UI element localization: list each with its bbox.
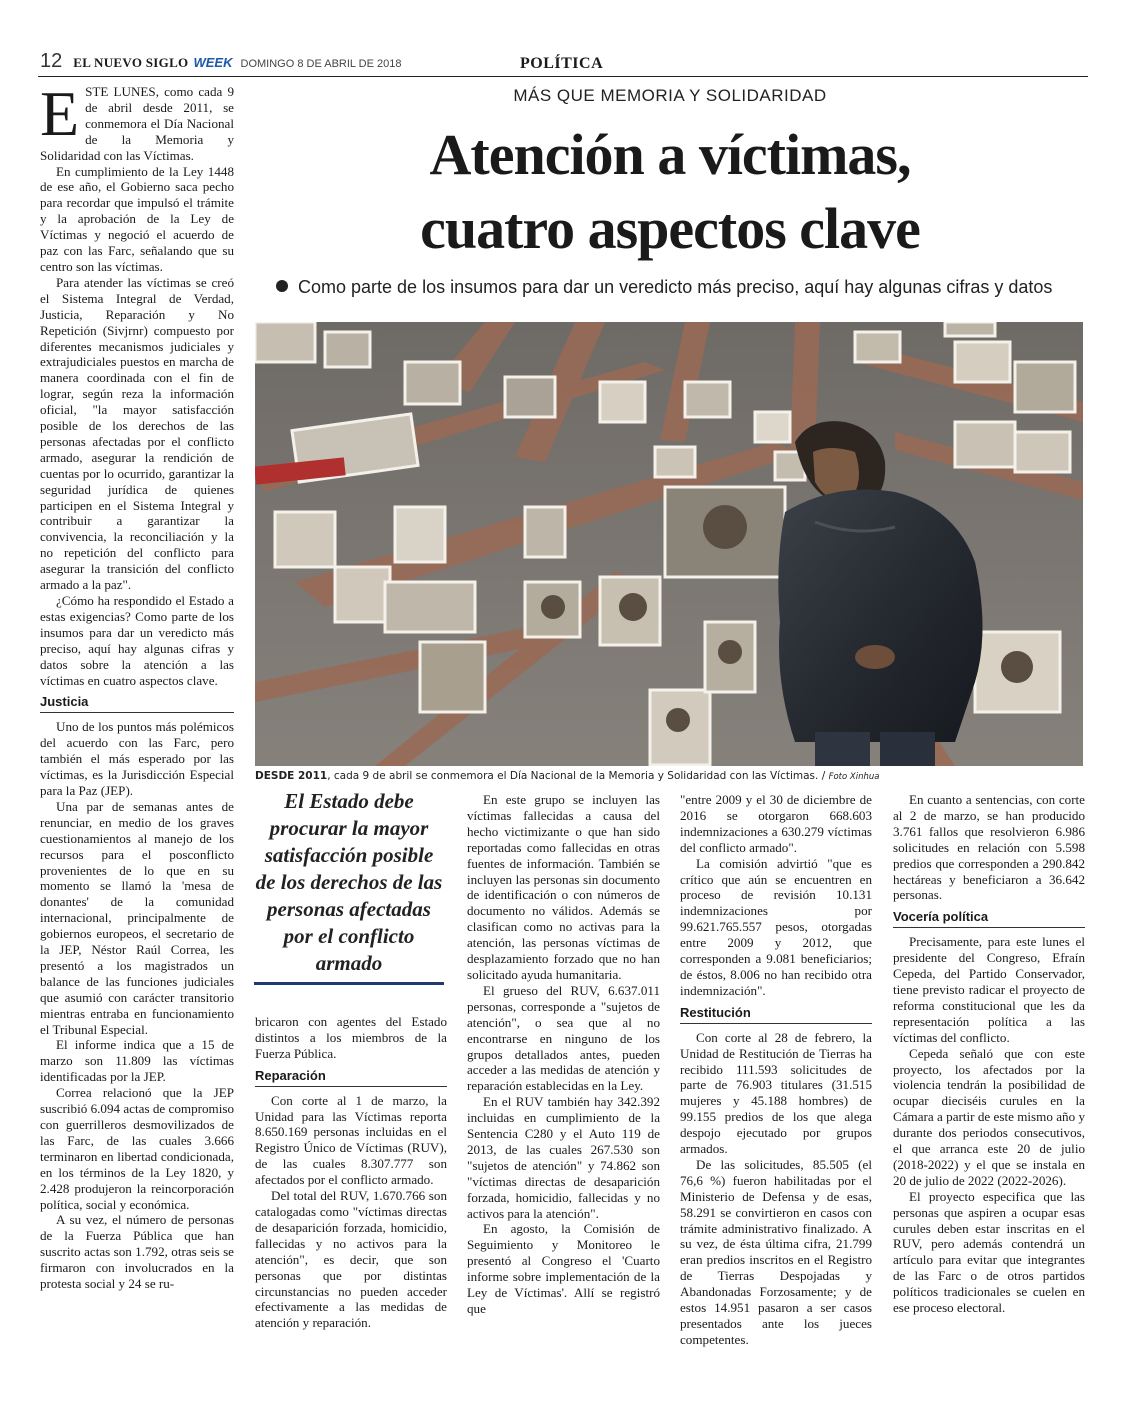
article-column-2 xyxy=(255,1014,447,1331)
paragraph: La comisión advirtió "que es crítico que aún se encuentren en proceso de revisión 10.131 indemnizaciones por 99.621.765.557 pesos, otorgadas entre 2009 y 2012, que corresponden a 9.081 beneficiarios; de éstos, 8.006 no han recibido otra indemnización". xyxy=(680,855,872,998)
subhead-voceria-politica: Vocería política xyxy=(893,909,1085,928)
paragraph: El informe indica que a 15 de marzo son 11.809 las víctimas identificadas por la JEP. xyxy=(40,1037,234,1085)
paragraph: El grueso del RUV, 6.637.011 personas, corresponde a "sujetos de atención", o sea que al no encontrarse en ninguno de los grupos detallados antes, pueden acceder a las medidas de atención y reparación establecidas en la Ley. xyxy=(467,982,660,1094)
paragraph: Cepeda señaló que con este proyecto, los afectados por la violencia tendrán la posibilidad de ocupar dieciséis curules en la Cámara a partir de este mismo año y durante dos periodos consecutivos, el que arranca este 20 de julio (2018-2022) y el que se instala en 20 de julio de 2022 (2022-2026). xyxy=(893,1045,1085,1188)
newspaper-week-label: WEEK xyxy=(193,55,233,70)
paragraph: En cumplimiento de la Ley 1448 de ese año, el Gobierno saca pecho para recordar que impulsó el trámite y la aprobación de la Ley de Víctimas y negoció el acuerdo de paz con las Farc, señalando que su centro son las víctimas. xyxy=(40,163,234,274)
paragraph: El proyecto especifica que las personas que aspiren a ocupar esas curules deben estar inscritas en el RUV, pero además contendrá un artículo para evitar que integrantes de las Farc o de otros partidos políticos tradicionales se cuelen en ese proceso electoral. xyxy=(893,1188,1085,1316)
photo-caption: DESDE 2011, cada 9 de abril se conmemora el Día Nacional de la Memoria y Solidaridad con las Víctimas. / Foto Xinhua xyxy=(255,770,880,782)
headline-line-1: Atención a víctimas, xyxy=(429,122,911,187)
article-column-3 xyxy=(467,792,660,1317)
pull-quote: El Estado debe procurar la mayor satisfacción posible de los derechos de las personas afectadas por el conflicto armado xyxy=(255,789,443,975)
paragraph: A su vez, el número de personas de la Fuerza Pública que han suscrito actas son 1.792, otras seis se firmaron con involucrados en la protesta social y 24 se ru- xyxy=(40,1212,234,1292)
kicker: MÁS QUE MEMORIA Y SOLIDARIDAD xyxy=(513,86,827,105)
photo-credit: Foto Xinhua xyxy=(828,772,880,782)
article-column-5 xyxy=(893,792,1085,1316)
paragraph: Precisamente, para este lunes el presidente del Congreso, Efraín Cepeda, del Partido Conservador, tiene previsto radicar el proyecto de reforma constitucional que les da representación política a las víctimas del conflicto. xyxy=(893,934,1085,1045)
header-divider xyxy=(38,76,1088,77)
paragraph: Para atender las víctimas se creó el Sistema Integral de Verdad, Justicia, Reparación y No Repetición (Sivjrnr) compuesto por diferentes mecanismos judiciales y extrajudiciales puestos en marcha de manera coordinada con el fin de lograr, según reza la información oficial, "la mayor satisfacción posible de los derechos de las personas afectadas por el conflicto armado, asegurar la rendición de cuentas por lo ocurrido, garantizar la seguridad jurídica de quienes participen en el Sistema Integral y contribuir a garantizar la convivencia, la reconciliación y la no repetición del conflicto para asegurar la transición del conflicto armado a la paz". xyxy=(40,274,234,593)
page-folio xyxy=(40,50,401,73)
issue-date: DOMINGO 8 DE ABRIL DE 2018 xyxy=(240,58,402,70)
deck-text: Como parte de los insumos para dar un veredicto más preciso, aquí hay algunas cifras y datos xyxy=(298,277,1053,297)
subhead-justicia: Justicia xyxy=(40,694,234,713)
drop-cap: E xyxy=(40,78,80,149)
paragraph: En cuanto a sentencias, con corte al 2 de marzo, se han producido 3.761 fallos que resolvieron 6.986 solicitudes en relación con 5.598 predios que corresponden a 290.842 hectáreas y beneficiaron a 36.642 personas. xyxy=(893,792,1085,903)
article-photo xyxy=(255,322,1083,766)
paragraph: Correa relacionó que la JEP suscribió 6.094 actas de compromiso con guerrilleros desmovilizados de las Farc, de las cuales 3.666 terminaron en libertad condicionada, en los términos de la Ley 1820, y 2.428 produjeron la reincorporación política, social y económica. xyxy=(40,1085,234,1212)
bullet-icon xyxy=(276,280,288,292)
paragraph: Una par de semanas antes de renunciar, en medio de los graves cuestionamientos al manejo de los recursos para el posconflicto provenientes de lo que en su momento se llamó la 'mesa de donantes' de la comunidad internacional, principalmente de gobiernos europeos, el secretario de la JEP, Néstor Raúl Correa, les presentó a los magistrados un balance de las funciones judiciales que asumió con carácter transitorio mientras entraba en funcionamiento el Tribunal Especial. xyxy=(40,798,234,1037)
deck xyxy=(276,277,1086,298)
subhead-reparacion: Reparación xyxy=(255,1068,447,1087)
paragraph: En este grupo se incluyen las víctimas fallecidas a causa del hecho victimizante o que han sido reportadas como fallecidas en otras fuentes de información. También se incluyen las personas sin documento de identificación o con números de documento no válidos. Además se clasifican como no activas para la atención, las personas víctimas de desplazamiento forzado que no han solicitado ayuda humanitaria. xyxy=(467,792,660,982)
paragraph: ¿Cómo ha respondido el Estado a estas exigencias? Como parte de los insumos para dar un veredicto más preciso, aquí hay algunas cifras y datos sobre la atención a las víctimas en cuatro aspectos clave. xyxy=(40,593,234,688)
newspaper-name: EL NUEVO SIGLO xyxy=(73,55,189,70)
paragraph: En el RUV también hay 342.392 incluidas en cumplimiento de la Sentencia C280 y el Auto 119 de 2013, de las cuales 267.530 son "sujetos de atención" y 74.862 son "víctimas directas de desaparición forzada, homicidio, fallecidas y no activos para la atención". xyxy=(467,1094,660,1221)
paragraph: Con corte al 1 de marzo, la Unidad para las Víctimas reporta 8.650.169 personas incluidas en el Registro Único de Víctimas (RUV), de las cuales 8.307.777 son afectados por el conflicto armado. xyxy=(255,1092,447,1188)
paragraph: Con corte al 28 de febrero, la Unidad de Restitución de Tierras ha recibido 111.593 solicitudes de parte de 76.903 titulares (31.515 mujeres y 45.188 hombres) de 99.155 predios de los que alega despojo ejecutado por grupos armados. xyxy=(680,1029,872,1157)
subhead-restitucion: Restitución xyxy=(680,1005,872,1024)
article-column-1 xyxy=(40,78,234,1292)
headline-line-2: cuatro aspectos clave xyxy=(420,196,920,261)
paragraph: "entre 2009 y el 30 de diciembre de 2016 se otorgaron 668.603 indemnizaciones a 630.279 víctimas del conflicto armado". xyxy=(680,792,872,855)
lead-paragraph: ESTE LUNES, como cada 9 de abril desde 2011, se conmemora el Día Nacional de la Memoria y Solidaridad con las Víctimas. xyxy=(40,78,234,163)
pull-quote-rule xyxy=(254,982,444,985)
article-column-4 xyxy=(680,792,872,1348)
paragraph: De las solicitudes, 85.505 (el 76,6 %) fueron habilitadas por el Ministerio de Defensa y de esas, 58.291 se convirtieron en casos con trámite administrativo finalizado. A su vez, de ésta última cifra, 21.799 eran predios inscritos en el Registro de Tierras Despojadas y Abandonadas Forzosamente; y de estos 14.951 pasaron a ser casos presentados ante los jueces competentes. xyxy=(680,1156,872,1347)
headline xyxy=(300,118,1040,266)
page-number: 12 xyxy=(40,50,63,72)
paragraph: bricaron con agentes del Estado distintos a los miembros de la Fuerza Pública. xyxy=(255,1014,447,1061)
section-title: POLÍTICA xyxy=(520,55,604,72)
paragraph: Uno de los puntos más polémicos del acuerdo con las Farc, pero también el más esperado por las víctimas, es la Jurisdicción Especial para la Paz (JEP). xyxy=(40,719,234,798)
paragraph: Del total del RUV, 1.670.766 son catalogadas como "víctimas directas de desaparición forzada, homicidio, fallecidas y no activos para la atención", es decir, que son personas que por distintas circunstancias no pueden acceder efectivamente a las medidas de atención y reparación. xyxy=(255,1188,447,1331)
paragraph: En agosto, la Comisión de Seguimiento y Monitoreo le presentó al Congreso el 'Cuarto informe sobre implementación de la Ley de Víctimas'. Allí se registró que xyxy=(467,1221,660,1316)
